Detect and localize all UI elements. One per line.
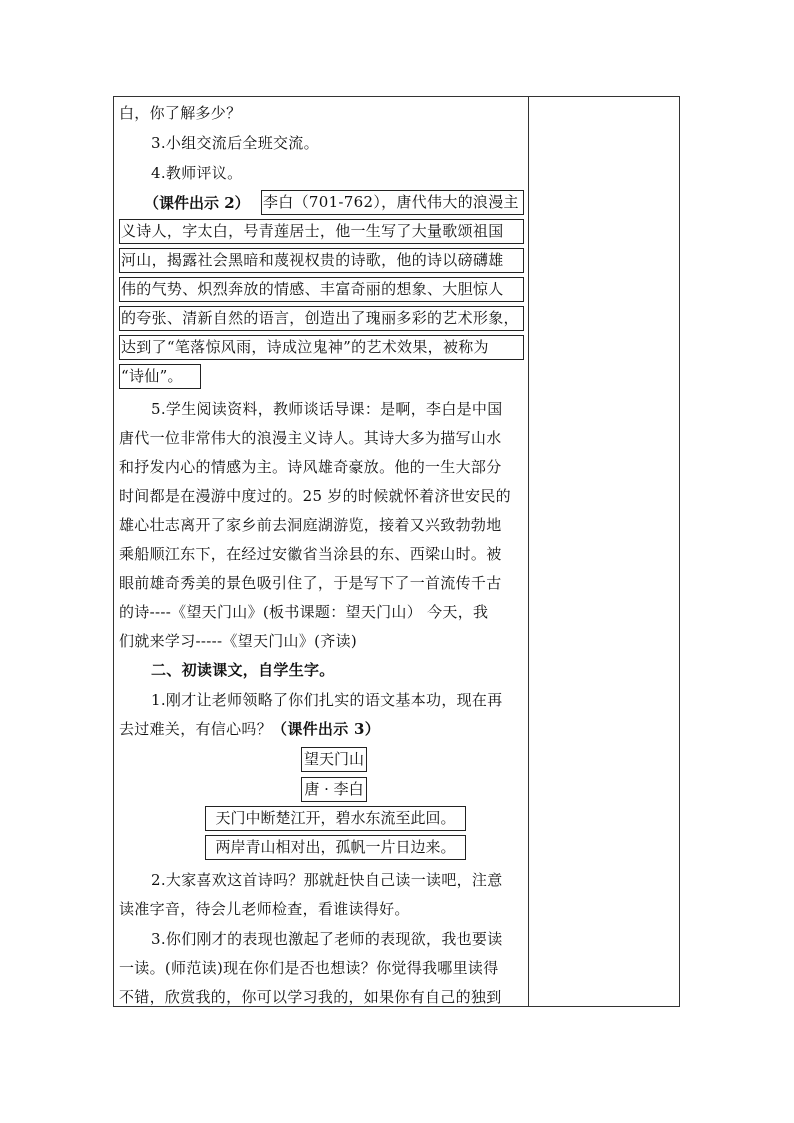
text-span: 去过难关，有信心吗？ (119, 720, 273, 738)
callout-box-line: “诗仙”。 (119, 364, 201, 389)
poem-line-box: 两岸青山相对出，孤帆一片日边来。 (205, 835, 466, 860)
text-line: 白，你了解多少？ (119, 104, 242, 122)
text-line: 乘船顺江东下，在经过安徽省当涂县的东、西梁山时。被 (119, 545, 502, 563)
section-heading: 二、初读课文，自学生字。 (151, 661, 335, 679)
poem-line-box: 天门中断楚江开，碧水东流至此回。 (205, 806, 466, 831)
text-line: 2.大家喜欢这首诗吗？那就赶快自己读一读吧，注意 (151, 871, 503, 889)
text-line: 1.刚才让老师领略了你们扎实的语文基本功，现在再 (151, 691, 503, 709)
notes-column (529, 97, 679, 1006)
text-line: 们就来学习-----《望天门山》(齐读) (119, 632, 358, 650)
lesson-content-column (114, 97, 528, 1006)
text-line: 和抒发内心的情感为主。诗风雄奇豪放。他的一生大部分 (119, 458, 502, 476)
text-line: 的诗----《望天门山》(板书课题：望天门山） 今天，我 (119, 603, 489, 621)
callout-box-line: 达到了“笔落惊风雨，诗成泣鬼神”的艺术效果，被称为 (119, 335, 524, 360)
courseware-label: （课件出示 3） (272, 720, 381, 738)
callout-box-line: 李白（701-762），唐代伟大的浪漫主 (261, 190, 524, 215)
text-line: 时间都是在漫游中度过的。25 岁的时候就怀着济世安民的 (119, 487, 511, 505)
text-line: 雄心壮志离开了家乡前去洞庭湖游览，接着又兴致勃勃地 (119, 516, 502, 534)
callout-box-line: 的夸张、清新自然的语言，创造出了瑰丽多彩的艺术形象， (119, 306, 524, 331)
text-line: 3.你们刚才的表现也激起了老师的表现欲，我也要读 (151, 930, 503, 948)
text-line: 唐代一位非常伟大的浪漫主义诗人。其诗大多为描写山水 (119, 429, 502, 447)
text-line: 5.学生阅读资料，教师谈话导课：是啊，李白是中国 (151, 400, 503, 418)
text-line: 一读。(师范读)现在你们是否也想读？你觉得我哪里读得 (119, 959, 499, 977)
callout-box-line: 义诗人，字太白，号青莲居士，他一生写了大量歌颂祖国 (119, 219, 524, 244)
text-line: 4.教师评议。 (151, 164, 243, 182)
text-line: 不错，欣赏我的，你可以学习我的，如果你有自己的独到 (119, 988, 502, 1006)
text-line: 眼前雄奇秀美的景色吸引住了，于是写下了一首流传千古 (119, 574, 502, 592)
poem-title-box: 望天门山 (301, 747, 367, 772)
text-line (119, 719, 523, 739)
lesson-table (113, 96, 680, 1007)
text-line: 读准字音，待会儿老师检查，看谁读得好。 (119, 900, 410, 918)
callout-box-line: 伟的气势、炽烈奔放的情感、丰富奇丽的想象、大胆惊人 (119, 277, 524, 302)
poem-author-box: 唐 · 李白 (301, 777, 367, 802)
callout-box-line: 河山，揭露社会黑暗和蔑视权贵的诗歌，他的诗以磅礴雄 (119, 248, 524, 273)
courseware-label: （课件出示 2） (144, 194, 250, 212)
text-line: 3.小组交流后全班交流。 (151, 134, 319, 152)
